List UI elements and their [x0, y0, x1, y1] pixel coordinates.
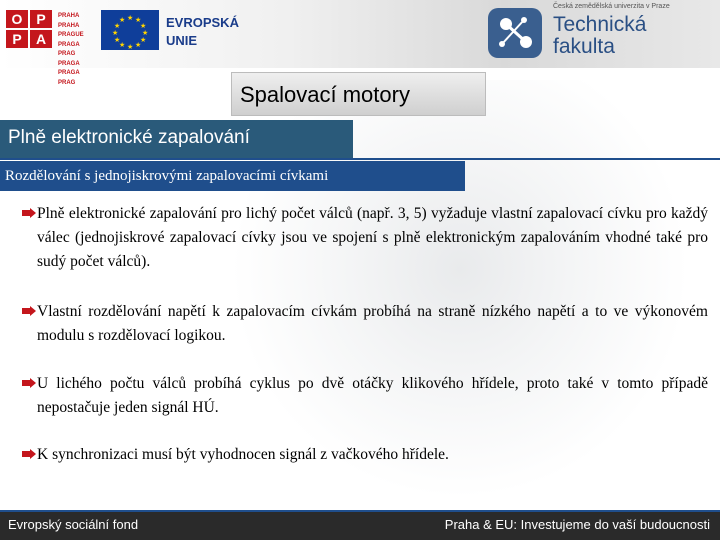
- opp-letter: O: [6, 10, 28, 28]
- divider: [0, 158, 720, 160]
- bullet-text: K synchronizaci musí být vyhodnocen signál z vačkového hřídele.: [37, 446, 449, 463]
- technicka-fakulta-logo-icon: [486, 6, 544, 60]
- subtitle-text: Plně elektronické zapalování: [8, 127, 250, 148]
- footer-left-text: Evropský sociální fond: [8, 517, 139, 532]
- subtitle-bar: [0, 120, 353, 158]
- praha-line: PRAGA PRAG: [58, 70, 80, 86]
- footer-bar: [0, 510, 720, 540]
- praha-line: PRAHA PRAHA: [58, 13, 80, 29]
- eu-label-line: EVROPSKÁ: [166, 15, 239, 30]
- opp-letter: P: [6, 30, 28, 48]
- footer-right-text: Praha & EU: Investujeme do vaší budoucnosti: [444, 517, 710, 532]
- university-name: Česká zemědělská univerzita v Praze: [553, 3, 670, 10]
- arrow-bullet-icon: [22, 306, 36, 316]
- eu-label: [166, 14, 239, 50]
- section-bar: [0, 161, 465, 191]
- opp-letter: P: [30, 10, 52, 28]
- header-banner: [0, 0, 720, 86]
- praha-line: PRAG PRAGA: [58, 51, 80, 67]
- page-title: Spalovací motory: [240, 82, 410, 107]
- section-title: Rozdělování s jednojiskrovými zapalovacími cívkami: [5, 168, 329, 184]
- bullet-text: Plně elektronické zapalování pro lichý počet válců (např. 3, 5) vyžaduje vlastní zapalovací cívku pro každý válec (jednojiskrové zapalovací cívky jsou ve spojení s plně elektronickým zapalováním vhodné také pro sudý počet válců).: [37, 205, 708, 270]
- faculty-name: [553, 14, 646, 58]
- praha-line: PRAGUE PRAGA: [58, 32, 84, 48]
- bullet-text: Vlastní rozdělování napětí k zapalovacím cívkám probíhá na straně nízkého napětí a to ve výkonovém modulu s rozdělovací logikou.: [37, 303, 708, 344]
- arrow-bullet-icon: [22, 208, 36, 218]
- opp-logo: [6, 10, 56, 50]
- bullet-text: U lichého počtu válců probíhá cyklus po dvě otáčky klikového hřídele, proto také v tomto případě nepostačuje jeden signál HÚ.: [37, 375, 708, 416]
- faculty-name-line: Technická: [553, 13, 647, 36]
- faculty-name-line: fakulta: [553, 35, 615, 58]
- praha-logo-text: [58, 12, 98, 86]
- eu-label-line: UNIE: [166, 33, 198, 48]
- opp-letter: A: [30, 30, 52, 48]
- arrow-bullet-icon: [22, 449, 36, 459]
- eu-flag-icon: ★ ★ ★ ★ ★ ★ ★ ★ ★ ★ ★ ★: [101, 10, 159, 50]
- title-box: [231, 72, 486, 116]
- arrow-bullet-icon: [22, 378, 36, 388]
